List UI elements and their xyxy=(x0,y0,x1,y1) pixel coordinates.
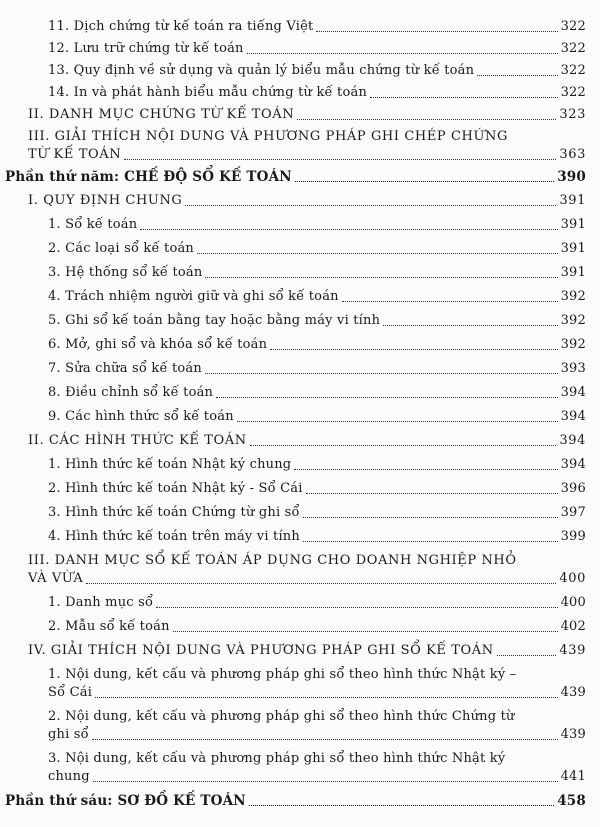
toc-item xyxy=(5,456,586,474)
toc-item xyxy=(5,360,586,378)
dot-leader xyxy=(140,229,557,230)
toc-entry-title: 11. Dịch chứng từ kế toán ra tiếng Việt xyxy=(48,19,314,34)
toc-page-number: 392 xyxy=(560,313,586,328)
toc-entry-title-line1: 3. Nội dung, kết cấu và phương pháp ghi sổ theo hình thức Nhật ký xyxy=(48,751,506,766)
toc-item xyxy=(5,666,586,702)
dot-leader xyxy=(185,205,556,206)
toc-page-number: 322 xyxy=(560,19,586,34)
toc-page-number: 394 xyxy=(560,457,586,472)
toc-entry-title: 1. Hình thức kế toán Nhật ký chung xyxy=(48,457,292,472)
toc-section-heading xyxy=(5,192,586,210)
toc-item xyxy=(5,618,586,636)
dot-leader xyxy=(370,97,558,98)
dot-leader xyxy=(95,697,558,698)
toc-entry-title-line1: III. GIẢI THÍCH NỘI DUNG VÀ PHƯƠNG PHÁP GHI CHÉP CHỨNG xyxy=(28,129,508,144)
toc-item xyxy=(5,594,586,612)
toc-page-number: 390 xyxy=(557,169,586,185)
toc-section-heading xyxy=(5,552,586,588)
toc-item xyxy=(5,288,586,306)
toc-item xyxy=(5,240,586,258)
toc-page-number: 363 xyxy=(559,147,586,162)
toc-page-number: 394 xyxy=(560,409,586,424)
dot-leader xyxy=(205,277,557,278)
toc-page-number: 441 xyxy=(560,769,586,784)
toc-page-number: 391 xyxy=(559,193,586,208)
toc-page-number: 439 xyxy=(559,643,586,658)
toc-page-number: 322 xyxy=(560,41,586,56)
toc-entry-title: 3. Hệ thống sổ kế toán xyxy=(48,265,203,280)
toc-section-heading xyxy=(5,106,586,124)
dot-leader xyxy=(93,781,558,782)
toc-page-number: 458 xyxy=(557,793,586,809)
table-of-contents xyxy=(5,18,586,810)
toc-entry-title: 5. Ghi sổ kế toán bằng tay hoặc bằng máy vi tính xyxy=(48,313,381,328)
dot-leader xyxy=(156,607,557,608)
toc-item xyxy=(5,264,586,282)
dot-leader xyxy=(216,397,557,398)
toc-item xyxy=(5,62,586,80)
toc-page-number: 322 xyxy=(560,63,586,78)
dot-leader xyxy=(270,349,557,350)
toc-item xyxy=(5,408,586,426)
toc-entry-title-line1: III. DANH MỤC SỔ KẾ TOÁN ÁP DỤNG CHO DOANH NGHIỆP NHỎ xyxy=(28,553,517,568)
dot-leader xyxy=(124,159,556,160)
toc-entry-title: 4. Hình thức kế toán trên máy vi tính xyxy=(48,529,300,544)
toc-page-number: 393 xyxy=(560,361,586,376)
dot-leader xyxy=(306,493,558,494)
dot-leader xyxy=(249,805,554,806)
toc-item xyxy=(5,336,586,354)
toc-item xyxy=(5,384,586,402)
toc-page-number: 397 xyxy=(560,505,586,520)
toc-entry-title: 2. Mẫu sổ kế toán xyxy=(48,619,170,634)
toc-part-heading xyxy=(5,168,586,186)
toc-entry-title: I. QUY ĐỊNH CHUNG xyxy=(28,193,183,208)
toc-entry-title: 9. Các hình thức sổ kế toán xyxy=(48,409,234,424)
toc-entry-title: 1. Sổ kế toán xyxy=(48,217,138,232)
toc-page-number: 439 xyxy=(560,727,586,742)
toc-item xyxy=(5,750,586,786)
toc-entry-title: 4. Trách nhiệm người giữ và ghi sổ kế toán xyxy=(48,289,339,304)
dot-leader xyxy=(316,31,557,32)
toc-entry-title-line1: 1. Nội dung, kết cấu và phương pháp ghi sổ theo hình thức Nhật ký – xyxy=(48,667,517,682)
toc-entry-title: ghi sổ xyxy=(48,727,89,742)
toc-entry-title: 7. Sửa chữa sổ kế toán xyxy=(48,361,202,376)
toc-entry-title: II. CÁC HÌNH THỨC KẾ TOÁN xyxy=(28,433,247,448)
toc-entry-title: Sổ Cái xyxy=(48,685,93,700)
dot-leader xyxy=(86,583,556,584)
toc-entry-title: Phần thứ sáu: SƠ ĐỒ KẾ TOÁN xyxy=(5,793,246,809)
toc-entry-title: 12. Lưu trữ chứng từ kế toán xyxy=(48,41,244,56)
dot-leader xyxy=(197,253,558,254)
toc-page-number: 391 xyxy=(560,265,586,280)
toc-entry-title: IV. GIẢI THÍCH NỘI DUNG VÀ PHƯƠNG PHÁP GHI SỔ KẾ TOÁN xyxy=(28,643,494,658)
toc-item xyxy=(5,528,586,546)
toc-page-number: 400 xyxy=(560,595,586,610)
dot-leader xyxy=(205,373,558,374)
toc-page-number: 394 xyxy=(560,385,586,400)
toc-entry-title-line1: 2. Nội dung, kết cấu và phương pháp ghi sổ theo hình thức Chứng từ xyxy=(48,709,515,724)
toc-page-number: 402 xyxy=(560,619,586,634)
toc-item xyxy=(5,18,586,36)
toc-section-heading xyxy=(5,432,586,450)
dot-leader xyxy=(250,445,557,446)
dot-leader xyxy=(497,655,557,656)
dot-leader xyxy=(247,53,558,54)
toc-entry-title: Phần thứ năm: CHẾ ĐỘ SỔ KẾ TOÁN xyxy=(5,169,292,185)
toc-page-number: 400 xyxy=(559,571,586,586)
toc-entry-title: 1. Danh mục sổ xyxy=(48,595,154,610)
toc-entry-title: chung xyxy=(48,769,90,784)
toc-page-number: 392 xyxy=(560,289,586,304)
dot-leader xyxy=(303,517,558,518)
toc-section-heading xyxy=(5,128,586,164)
dot-leader xyxy=(295,181,554,182)
toc-part-heading xyxy=(5,792,586,810)
toc-section-heading xyxy=(5,642,586,660)
dot-leader xyxy=(173,631,558,632)
toc-page-number: 399 xyxy=(560,529,586,544)
dot-leader xyxy=(303,541,558,542)
dot-leader xyxy=(383,325,557,326)
toc-item xyxy=(5,216,586,234)
dot-leader xyxy=(342,301,558,302)
dot-leader xyxy=(237,421,558,422)
dot-leader xyxy=(92,739,558,740)
toc-page-number: 391 xyxy=(560,217,586,232)
toc-page-number: 439 xyxy=(560,685,586,700)
toc-item xyxy=(5,84,586,102)
toc-entry-title: 13. Quy định về sử dụng và quản lý biểu mẫu chứng từ kế toán xyxy=(48,63,475,78)
toc-item xyxy=(5,40,586,58)
dot-leader xyxy=(477,75,557,76)
toc-entry-title: II. DANH MỤC CHỨNG TỪ KẾ TOÁN xyxy=(28,107,295,122)
toc-entry-title: 3. Hình thức kế toán Chứng từ ghi sổ xyxy=(48,505,300,520)
dot-leader xyxy=(297,119,556,120)
toc-entry-title: 2. Hình thức kế toán Nhật ký - Sổ Cái xyxy=(48,481,303,496)
toc-item xyxy=(5,504,586,522)
toc-page-number: 392 xyxy=(560,337,586,352)
toc-entry-title: 14. In và phát hành biểu mẫu chứng từ kế toán xyxy=(48,85,368,100)
toc-entry-title: 6. Mở, ghi sổ và khóa sổ kế toán xyxy=(48,337,268,352)
toc-item xyxy=(5,708,586,744)
toc-entry-title: 2. Các loại sổ kế toán xyxy=(48,241,195,256)
toc-entry-title: VÀ VỪA xyxy=(28,571,84,586)
toc-entry-title: 8. Điều chỉnh sổ kế toán xyxy=(48,385,214,400)
toc-page-number: 396 xyxy=(560,481,586,496)
toc-page-number: 394 xyxy=(559,433,586,448)
dot-leader xyxy=(294,469,557,470)
toc-page-number: 391 xyxy=(560,241,586,256)
toc-item xyxy=(5,480,586,498)
toc-page-number: 323 xyxy=(559,107,586,122)
toc-item xyxy=(5,312,586,330)
toc-page-number: 322 xyxy=(560,85,586,100)
toc-entry-title: TỪ KẾ TOÁN xyxy=(28,147,122,162)
